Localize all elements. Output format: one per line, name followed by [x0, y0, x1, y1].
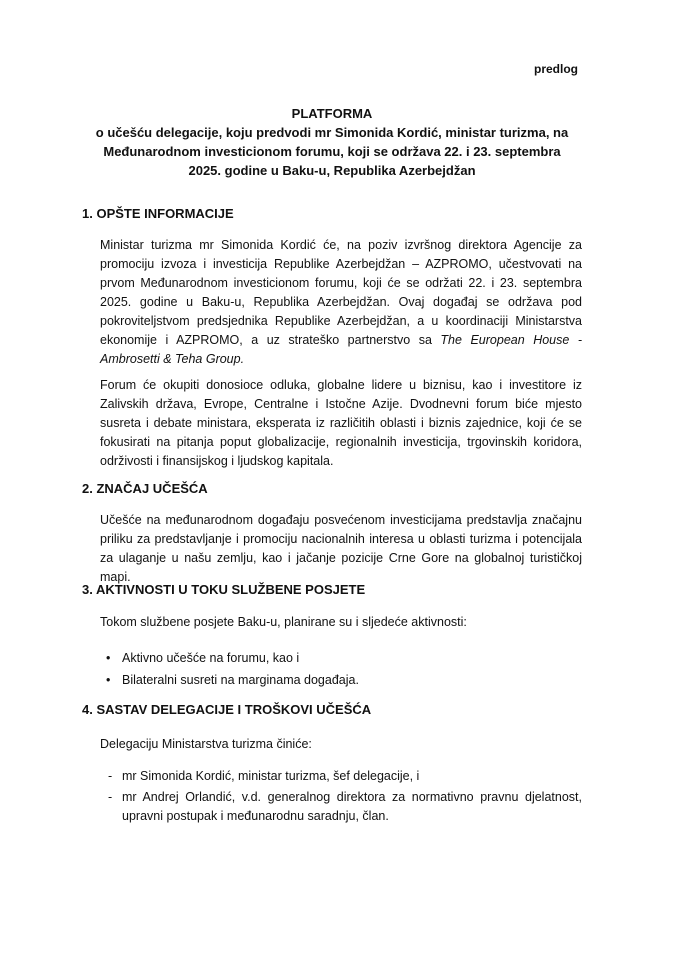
- bullet-marker: •: [106, 651, 111, 665]
- list-item: - mr Simonida Kordić, ministar turizma, šef delegacije, i: [100, 767, 582, 786]
- dash-marker: -: [108, 769, 113, 783]
- section-4-intro: Delegaciju Ministarstva turizma činiće:: [100, 737, 312, 751]
- section-1-paragraph-2: Forum će okupiti donosioce odluka, globalne lidere u biznisu, kao i investitore iz Zalivskih država, Evrope, Centralne i Istočne Azije. Dvodnevni forum biće mjesto susreta i debate ministara, eksperata iz različitih oblasti i biznis zajednice, koji će se fokusirati na pitanja poput globalizacije, regionalnih investicija, trgovinskih koridora, održivosti i finansijskog i ljudskog kapitala.: [100, 378, 582, 468]
- section-3-intro: Tokom službene posjete Baku-u, planirane su i sljedeće aktivnosti:: [100, 615, 467, 629]
- subtitle-line-1: o učešću delegacije, koju predvodi mr Simonida Kordić, ministar turizma, na: [95, 125, 569, 140]
- document-title-block: [82, 104, 582, 180]
- section-1-heading: 1. OPŠTE INFORMACIJE: [82, 206, 234, 221]
- document-title: PLATFORMA: [291, 106, 373, 121]
- section-4-delegation-list: [100, 767, 582, 828]
- section-2-paragraph-1: Učešće na međunarodnom događaju posvećenom investicijama predstavlja značajnu priliku za predstavljanje i promociju nacionalnih interesa u oblasti turizma i potencijala za ulaganje u našu zemlju, kao i jačanje pozicije Crne Gore na globalnoj turističkoj mapi.: [100, 513, 582, 584]
- bullet-marker: •: [106, 673, 111, 687]
- section-1-paragraph-1-text: Ministar turizma mr Simonida Kordić će, na poziv izvršnog direktora Agencije za promociju izvoza i investicija Republike Azerbejdžan – AZPROMO, učestvovati na prvom Međunarodnom investicionom forumu, koji će se održati 22. i 23. septembra 2025. godine u Baku-u, Republika Azerbejdžan. Ovaj događaj se održava pod pokroviteljstvom predsjednika Republike Azerbejdžan, a u koordinaciji Ministarstva ekonomije i AZPROMO, a uz strateško partnerstvo sa: [100, 238, 582, 347]
- subtitle-line-2: Međunarodnom investicionom forumu, koji se održava 22. i 23. septembra: [103, 144, 561, 159]
- list-item: - mr Andrej Orlandić, v.d. generalnog direktora za normativno pravnu djelatnost, upravni postupak i međunarodnu saradnju, član.: [108, 790, 582, 823]
- subtitle-line-3: 2025. godine u Baku-u, Republika Azerbejdžan: [188, 163, 476, 178]
- section-3-activity-list: [100, 647, 582, 691]
- section-4-heading: 4. SASTAV DELEGACIJE I TROŠKOVI UČEŠĆA: [82, 702, 372, 717]
- draft-label: predlog: [534, 62, 578, 76]
- list-item: • Bilateralni susreti na marginama događaja.: [100, 669, 582, 691]
- dash-marker: -: [108, 790, 113, 804]
- section-1-paragraph-1-italic: The European House - Ambrosetti & Teha Group.: [100, 333, 582, 366]
- list-item: • Aktivno učešće na forumu, kao i: [100, 647, 582, 669]
- section-3-heading: 3. AKTIVNOSTI U TOKU SLUŽBENE POSJETE: [82, 582, 366, 597]
- section-2-heading: 2. ZNAČAJ UČEŠĆA: [82, 481, 208, 496]
- section-1-paragraph-1: [100, 236, 582, 369]
